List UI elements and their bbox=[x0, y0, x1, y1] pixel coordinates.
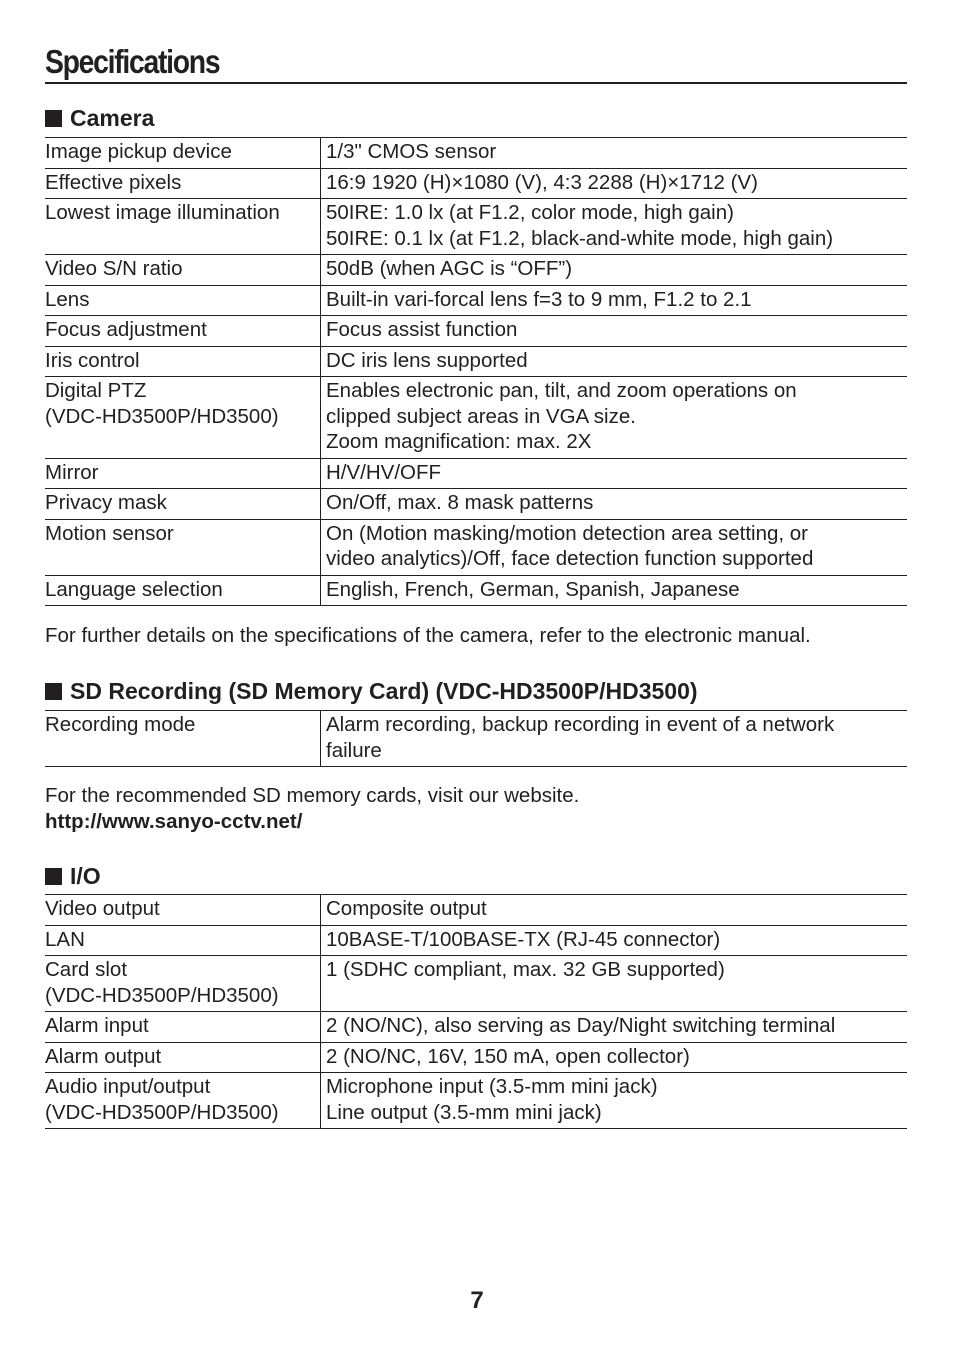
table-row bbox=[45, 168, 907, 199]
camera-spec-rows bbox=[45, 138, 907, 606]
spec-value: 2 (NO/NC), also serving as Day/Night switching terminal bbox=[321, 1012, 908, 1043]
spec-label: Alarm input bbox=[45, 1014, 149, 1037]
spec-label: Video S/N ratio bbox=[45, 257, 183, 280]
spec-label: Focus adjustment bbox=[45, 318, 207, 341]
spec-label: Audio input/output (VDC-HD3500P/HD3500) bbox=[45, 1075, 279, 1124]
table-row bbox=[45, 519, 907, 575]
camera-spec-table bbox=[45, 137, 907, 606]
camera-note: For further details on the specifications of the camera, refer to the electronic manual. bbox=[45, 624, 811, 647]
spec-label: Privacy mask bbox=[45, 491, 167, 514]
sd-recording-heading-text: SD Recording (SD Memory Card) (VDC-HD3500P/HD3500) bbox=[70, 678, 698, 704]
spec-label: Card slot (VDC-HD3500P/HD3500) bbox=[45, 958, 279, 1007]
spec-label: Lens bbox=[45, 287, 90, 311]
table-row bbox=[45, 1073, 907, 1129]
spec-value: Alarm recording, backup recording in event of a network failure bbox=[321, 711, 908, 767]
sd-recording-spec-rows bbox=[45, 711, 907, 767]
table-row bbox=[45, 489, 907, 520]
table-row bbox=[45, 895, 907, 926]
spec-value: Built-in vari-forcal lens f=3 to 9 mm, F1.2 to 2.1 bbox=[321, 285, 908, 316]
table-row bbox=[45, 199, 907, 255]
square-bullet-icon bbox=[45, 110, 62, 127]
square-bullet-icon bbox=[45, 868, 62, 885]
spec-value: English, French, German, Spanish, Japanese bbox=[321, 575, 908, 606]
table-row bbox=[45, 1042, 907, 1073]
spec-value: On/Off, max. 8 mask patterns bbox=[321, 489, 908, 520]
io-spec-table bbox=[45, 894, 907, 1129]
spec-value: 10BASE-T/100BASE-TX (RJ-45 connector) bbox=[321, 925, 908, 956]
spec-value: H/V/HV/OFF bbox=[321, 458, 908, 489]
title-divider bbox=[45, 82, 907, 84]
spec-label: Video output bbox=[45, 897, 160, 920]
spec-label: Recording mode bbox=[45, 713, 196, 736]
spec-label: Language selection bbox=[45, 577, 223, 601]
table-row bbox=[45, 138, 907, 169]
table-row bbox=[45, 316, 907, 347]
spec-label: Lowest image illumination bbox=[45, 201, 280, 224]
sd-recording-note: For the recommended SD memory cards, visit our website. bbox=[45, 784, 580, 807]
spec-value: Focus assist function bbox=[321, 316, 908, 347]
spec-value: Microphone input (3.5-mm mini jack) Line output (3.5-mm mini jack) bbox=[321, 1073, 908, 1129]
page-title: Specifications bbox=[45, 43, 220, 80]
sd-recording-section-heading bbox=[45, 676, 698, 706]
table-row bbox=[45, 255, 907, 286]
table-row bbox=[45, 458, 907, 489]
spec-label: Motion sensor bbox=[45, 521, 174, 545]
spec-label: Image pickup device bbox=[45, 140, 232, 163]
spec-value: 16:9 1920 (H)×1080 (V), 4:3 2288 (H)×1712 (V) bbox=[321, 168, 908, 199]
table-row bbox=[45, 575, 907, 606]
page-number: 7 bbox=[470, 1287, 484, 1314]
io-spec-rows bbox=[45, 895, 907, 1129]
spec-value: 2 (NO/NC, 16V, 150 mA, open collector) bbox=[321, 1042, 908, 1073]
table-row bbox=[45, 1012, 907, 1043]
spec-label: Digital PTZ (VDC-HD3500P/HD3500) bbox=[45, 379, 279, 428]
website-link[interactable]: http://www.sanyo-cctv.net/ bbox=[45, 810, 303, 833]
spec-value: DC iris lens supported bbox=[321, 346, 908, 377]
spec-value: On (Motion masking/motion detection area setting, or video analytics)/Off, face detection function supported bbox=[321, 519, 908, 575]
spec-label: Mirror bbox=[45, 460, 99, 484]
camera-section-heading bbox=[45, 103, 154, 133]
io-heading-text: I/O bbox=[70, 863, 101, 889]
table-row bbox=[45, 956, 907, 1012]
table-row bbox=[45, 925, 907, 956]
spec-label: Effective pixels bbox=[45, 170, 182, 194]
spec-value: 50dB (when AGC is “OFF”) bbox=[321, 255, 908, 286]
io-section-heading bbox=[45, 861, 101, 891]
square-bullet-icon bbox=[45, 683, 62, 700]
spec-label: LAN bbox=[45, 927, 85, 951]
spec-label: Iris control bbox=[45, 348, 140, 372]
spec-label: Alarm output bbox=[45, 1044, 162, 1068]
spec-value: 50IRE: 1.0 lx (at F1.2, color mode, high gain) 50IRE: 0.1 lx (at F1.2, black-and-white mode, high gain) bbox=[321, 199, 908, 255]
table-row bbox=[45, 285, 907, 316]
spec-value: 1 (SDHC compliant, max. 32 GB supported) bbox=[321, 956, 908, 1012]
table-row bbox=[45, 377, 907, 459]
spec-value: Enables electronic pan, tilt, and zoom operations on clipped subject areas in VGA size. Zoom magnification: max. 2X bbox=[321, 377, 908, 459]
table-row bbox=[45, 346, 907, 377]
camera-heading-text: Camera bbox=[70, 105, 155, 131]
sd-recording-spec-table bbox=[45, 710, 907, 767]
table-row bbox=[45, 711, 907, 767]
spec-value: Composite output bbox=[321, 895, 908, 926]
spec-value: 1/3" CMOS sensor bbox=[321, 138, 908, 169]
